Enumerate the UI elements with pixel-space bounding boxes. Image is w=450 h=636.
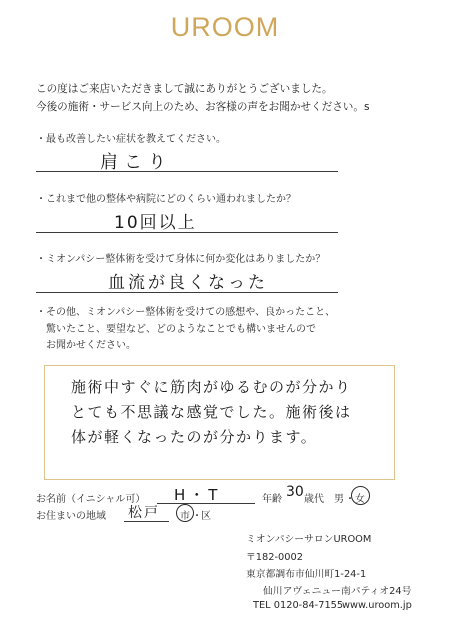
area-ward: 区 — [201, 511, 211, 522]
comment-line-3: 体が軽くなったのが分かります。 — [71, 428, 318, 446]
shop-url: www.uroom.jp — [342, 600, 412, 611]
question-3-answer-line — [36, 292, 338, 293]
gender-selected-circle — [351, 486, 370, 505]
intro-line-2: 今後の施術・サービス向上のため、お客様の声をお聞かせください。s — [36, 101, 370, 113]
question-1-answer: 肩こり — [100, 152, 172, 173]
age-value: 30 — [286, 484, 304, 500]
shop-address-1: 東京都調布市仙川町1-24-1 — [246, 569, 367, 580]
comment-box — [44, 365, 395, 480]
age-suffix: 歳代 — [304, 494, 324, 505]
comment-line-2: とても不思議な感覚でした。施術後は — [71, 403, 352, 421]
brand-logo: UROOM — [170, 12, 280, 42]
gender-female: 女 — [355, 494, 365, 505]
shop-tel: TEL 0120-84-7155 — [253, 600, 344, 611]
question-3-label: ・ミオンパシー整体術を受けて身体に何か変化はありましたか？ — [36, 254, 326, 265]
question-4-line-2: 驚いたこと、要望など、どのようなことでも構いませんので — [36, 323, 316, 335]
name-label: お名前（イニシャル可） — [36, 494, 146, 505]
gender-male: 男 — [334, 494, 344, 505]
question-4-line-3: お聞かせください。 — [36, 340, 136, 351]
question-1-label: ・最も改善したい症状を教えてください。 — [36, 134, 226, 145]
question-2-answer: 10回以上 — [114, 213, 197, 233]
question-1-answer-line — [36, 171, 338, 172]
area-label: お住まいの地域 — [36, 511, 106, 522]
gender-separator: ・ — [345, 494, 355, 505]
area-value: 松戸 — [128, 505, 160, 521]
area-line — [124, 521, 169, 522]
question-2-label: ・これまで他の整体や病院にどのくらい通われましたか？ — [36, 194, 296, 205]
question-4-label — [36, 305, 436, 355]
age-label: 年齢 — [262, 494, 282, 505]
area-city: 市 — [180, 511, 190, 522]
intro-line-1: この度はご来店いただきまして誠にありがとうございました。 — [36, 83, 333, 95]
question-2-answer-line — [36, 232, 338, 233]
comment-line-1: 施術中すぐに筋肉がゆるむのが分かり — [71, 378, 352, 396]
name-value: H・T — [174, 486, 222, 504]
shop-name: ミオンパシーサロンUROOM — [246, 534, 372, 545]
intro-text — [36, 80, 436, 116]
shop-address-2: 仙川アヴェニュー南パティオ24号 — [263, 586, 412, 597]
name-line — [157, 503, 255, 504]
question-4-line-1: ・その他、ミオンパシー整体術を受けての感想や、良かったこと、 — [36, 307, 336, 318]
shop-postal: 〒182-0002 — [246, 552, 303, 563]
question-3-answer: 血流が良くなった — [108, 273, 268, 293]
area-separator: ・ — [192, 511, 202, 522]
